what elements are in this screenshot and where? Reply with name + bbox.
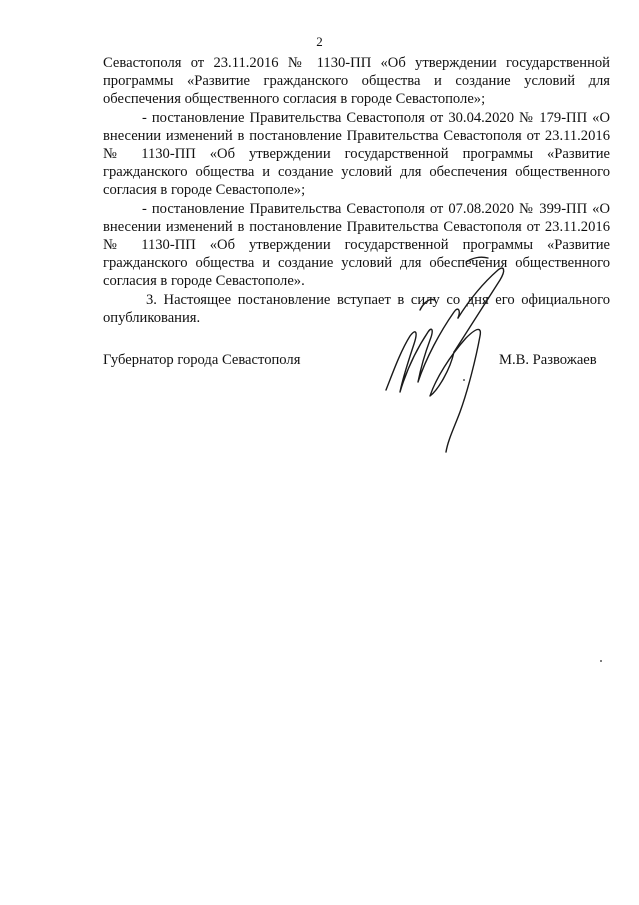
handwritten-signature	[358, 240, 558, 460]
signatory-name: М.В. Развожаев	[499, 352, 597, 368]
paragraph-clause-179: - постановление Правительства Севастополя от 30.04.2020 № 179-ПП «О внесении изменений в постановление Правительства Севастополя от 23.11.2016 № 1130-ПП «Об утверждении государственной программы «Развитие гражданского общества и создание условий для обеспечения общественного согласия в городе Севастополе»;	[103, 109, 610, 199]
signatory-title: Губернатор города Севастополя	[103, 352, 301, 368]
paragraph-clause-3: 3. Настоящее постановление вступает в силу со дня его официального опубликования.	[103, 291, 610, 326]
paragraph-continuation: Севастополя от 23.11.2016 № 1130-ПП «Об утверждении государственной программы «Развитие гражданского общества и создание условий для обеспечения общественного согласия в городе Севастополе»;	[103, 55, 610, 108]
ink-speck	[463, 379, 465, 381]
ink-speck	[600, 660, 602, 662]
page-number: 2	[316, 34, 323, 49]
paragraph-clause-399: - постановление Правительства Севастополя от 07.08.2020 № 399-ПП «О внесении изменений в постановление Правительства Севастополя от 23.11.2016 № 1130-ПП «Об утверждении государственной программы «Развитие гражданского общества и создание условий для обеспечения общественного согласия в городе Севастополе».	[103, 200, 610, 290]
